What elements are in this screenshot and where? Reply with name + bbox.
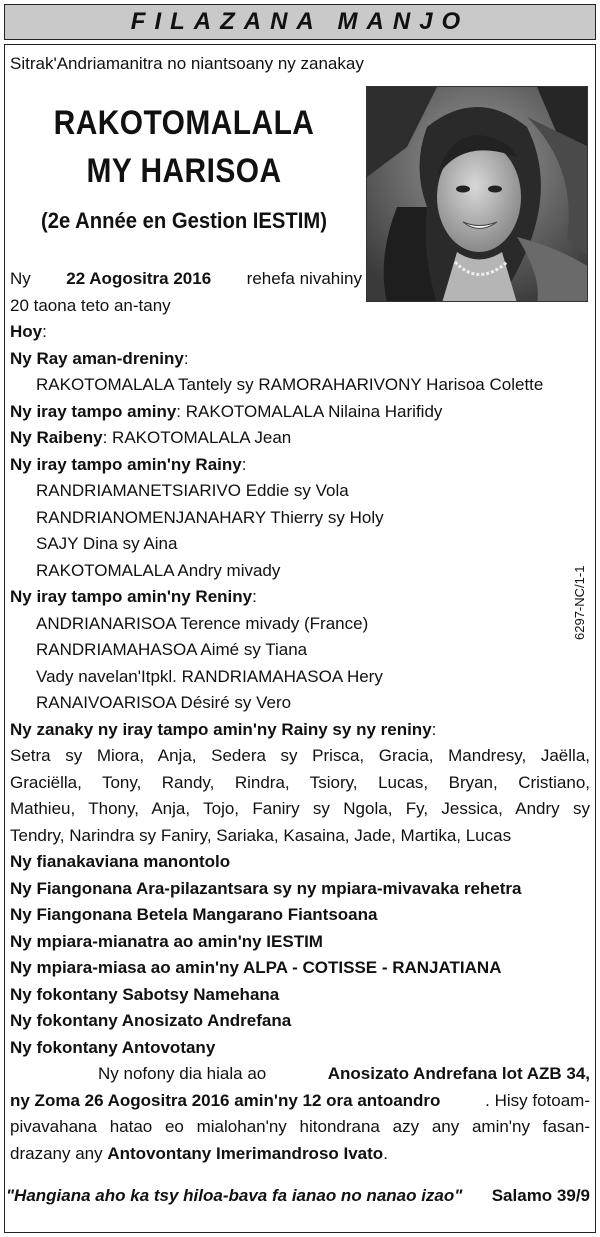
sibling-label: Ny iray tampo aminy	[10, 401, 177, 421]
death-line	[10, 266, 362, 293]
header-banner	[4, 4, 596, 40]
group-line: Ny fokontany Anosizato Andrefana	[10, 1011, 292, 1030]
mother-siblings-label: Ny iray tampo amin'ny Reniny	[10, 587, 253, 606]
quote-reference: Salamo 39/9	[491, 1186, 590, 1205]
cousins-line: Setra sy Miora, Anja, Sedera sy Prisca, Gracia, Mandresy, Jaëlla,	[10, 746, 590, 765]
burial-place: Antovontany Imerimandroso Ivato	[107, 1143, 384, 1163]
father-siblings-label: Ny iray tampo amin'ny Rainy	[10, 454, 242, 474]
deceased-surname: RAKOTOMALALA	[53, 104, 315, 142]
reference-code: 6297-NC/1-1	[572, 565, 587, 640]
cousins-label-line: Ny zanaky ny iray tampo amin'ny Rainy sy ny reniny:	[10, 719, 437, 739]
group-line: Ny Fiangonana Betela Mangarano Fiantsoana	[10, 905, 378, 924]
group-line: Ny fokontany Sabotsy Namehana	[10, 984, 280, 1004]
group-line: Ny mpiara-miasa ao amin'ny ALPA - COTISSE - RANJATIANA	[10, 958, 502, 977]
funeral-line-1	[10, 1061, 590, 1088]
list-item: RANAIVOARISOA Désiré sy Vero	[36, 693, 292, 712]
group-line: Ny mpiara-mianatra ao amin'ny IESTIM	[10, 931, 323, 951]
parents-label: Ny Ray aman-dreniny	[10, 348, 184, 368]
deceased-subtitle: (2e Année en Gestion IESTIM)	[40, 208, 328, 233]
father-siblings-label-line: Ny iray tampo amin'ny Rainy:	[10, 454, 247, 474]
list-item: RAKOTOMALALA Andry mivady	[36, 560, 281, 580]
hoy-label: Hoy	[10, 322, 43, 341]
list-item: ANDRIANARISOA Terence mivady (France)	[36, 613, 369, 633]
sibling-value: RAKOTOMALALA Nilaina Harifidy	[185, 401, 443, 421]
funeral-place: Anosizato Andrefana lot AZB 34,	[327, 1064, 590, 1083]
funeral-text-1: Ny nofony dia hiala ao	[98, 1064, 267, 1083]
death-suffix: rehefa nivahiny	[246, 269, 362, 288]
sibling-line: Ny iray tampo aminy: RAKOTOMALALA Nilaina Harifidy	[10, 401, 443, 421]
death-date: 22 Aogositra 2016	[66, 269, 212, 288]
scripture-quote	[6, 1186, 594, 1206]
funeral-text-5: .	[383, 1143, 388, 1163]
grandfather-value: RAKOTOMALALA Jean	[112, 428, 292, 447]
funeral-text-2: . Hisy fotoam-	[485, 1090, 590, 1110]
deceased-given-name: MY HARISOA	[86, 152, 282, 190]
list-item: RANDRIANOMENJANAHARY Thierry sy Holy	[36, 507, 384, 527]
parents-label-line: Ny Ray aman-dreniny:	[10, 348, 189, 368]
parents-value: RAKOTOMALALA Tantely sy RAMORAHARIVONY Harisoa Colette	[36, 375, 544, 394]
list-item: RANDRIAMAHASOA Aimé sy Tiana	[36, 640, 308, 659]
funeral-datetime: ny Zoma 26 Aogositra 2016 amin'ny 12 ora antoandro	[10, 1090, 441, 1110]
funeral-line-4	[10, 1141, 590, 1168]
death-prefix: Ny	[10, 269, 31, 288]
list-item: RANDRIAMANETSIARIVO Eddie sy Vola	[36, 481, 349, 500]
hoy-line: Hoy:	[10, 322, 47, 341]
group-line: Ny fianakaviana manontolo	[10, 852, 231, 871]
cousins-line: Tendry, Narindra sy Faniry, Sariaka, Kasaina, Jade, Martika, Lucas	[10, 825, 512, 845]
funeral-line-2	[10, 1088, 590, 1115]
banner-title: FILAZANA MANJO	[130, 8, 470, 35]
grandfather-label: Ny Raibeny	[10, 428, 103, 447]
death-age-line: 20 taona teto an-tany	[10, 295, 171, 315]
mother-siblings-label-line: Ny iray tampo amin'ny Reniny:	[10, 587, 257, 606]
funeral-line-3: pivavahana hatao eo mialohan'ny hitondrana azy any amin'ny fasan-	[10, 1117, 590, 1136]
group-line: Ny Fiangonana Ara-pilazantsara sy ny mpiara-mivavaka rehetra	[10, 878, 522, 898]
cousins-line: Mathieu, Thony, Anja, Tojo, Faniry sy Ngola, Fy, Jessica, Andry sy	[10, 799, 590, 818]
cousins-label: Ny zanaky ny iray tampo amin'ny Rainy sy ny reniny	[10, 719, 432, 739]
list-item: SAJY Dina sy Aina	[36, 534, 178, 553]
funeral-text-4: drazany any	[10, 1143, 103, 1163]
notice-body	[10, 266, 590, 1167]
list-item: Vady navelan'Itpkl. RANDRIAMAHASOA Hery	[36, 666, 383, 686]
intro-text: Sitrak'Andriamanitra no niantsoany ny zanakay	[10, 54, 364, 73]
quote-text: "Hangiana aho ka tsy hiloa-bava fa ianao no nanao izao"	[6, 1186, 463, 1205]
group-line: Ny fokontany Antovotany	[10, 1037, 216, 1057]
grandfather-line: Ny Raibeny: RAKOTOMALALA Jean	[10, 428, 292, 447]
cousins-line: Graciëlla, Tony, Randy, Rindra, Tsiory, Lucas, Bryan, Cristiano,	[10, 772, 590, 792]
